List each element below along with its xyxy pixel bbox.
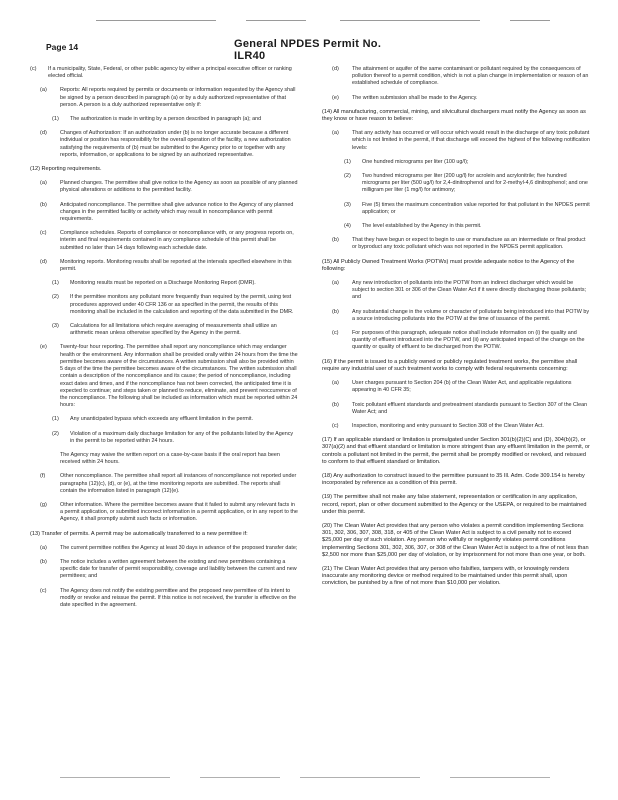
paragraph — [322, 423, 590, 430]
paragraph — [30, 416, 298, 423]
section-heading: (18) Any authorization to construct issued to the permittee pursuant to 35 Ill. Adm. Code 309.154 is hereby incorporated by reference as a condition of this permit. — [322, 472, 585, 487]
paragraph-text: Other noncompliance. The permittee shall report all instances of noncompliance not reported under paragraphs (12)(c), (d), or (e), at the time monitoring reports are submitted. The reports shall contain the information listed in paragraph (12)(e). — [60, 473, 297, 494]
paragraph — [30, 280, 298, 287]
paragraph-text: One hundred micrograms per liter (100 ug/l); — [362, 158, 469, 165]
paragraph — [322, 66, 590, 88]
paragraph-text: The level established by the Agency in this permit. — [362, 223, 482, 230]
paragraph — [322, 173, 590, 195]
paragraph — [30, 202, 298, 224]
paragraph — [30, 473, 298, 495]
paragraph-text: Two hundred micrograms per liter (200 ug/l) for acrolein and acrylonitrile; five hundred micrograms per liter (500 ug/l) for 2,4-dinitrophenol and for 2-methyl-4,6 dinitrophenol; and one milligram per liter (1 mg/l) for antimony; — [362, 173, 588, 194]
paragraph-text: Compliance schedules. Reports of compliance or noncompliance with, or any progress reports on, interim and final requirements contained in any compliance schedule of this permit shall be submitted no later than 14 days following each schedule date. — [60, 230, 294, 251]
paragraph-marker: (b) — [332, 237, 339, 244]
paragraph — [322, 380, 590, 394]
paragraph-text: Monitoring reports. Monitoring results shall be reported at the intervals specified elsewhere in this permit. — [60, 258, 292, 273]
paragraph — [30, 294, 298, 316]
scan-artifact-line — [300, 777, 420, 778]
paragraph-text: Five (5) times the maximum concentration value reported for that pollutant in the NPDES permit application; or — [362, 201, 590, 215]
paragraph-marker: (a) — [40, 544, 47, 551]
paragraph — [30, 559, 298, 581]
paragraph — [30, 87, 298, 109]
paragraph — [30, 180, 298, 194]
paragraph — [322, 402, 590, 416]
paragraph-marker: (f) — [40, 473, 46, 480]
paragraph-text: If the permittee monitors any pollutant more frequently than required by the permit, using test procedures approved under 40 CFR 136 or as specified in the permit, the results of this monitoring shall be included in the calculation and reporting of the data submitted in the DMR. — [70, 294, 294, 315]
paragraph-text: Any new introduction of pollutants into the POTW from an indirect discharger which would be subject to section 301 or 306 of the Clean Water Act if it were directly discharging those pollutants; and — [352, 280, 587, 301]
scan-artifact-line — [96, 20, 216, 21]
paragraph-text: The Agency does not notify the existing permittee and the proposed new permittee of its intent to modify or revoke and reissue the permit. If this notice is not received, the transfer is effective on the date specified in the agreement. — [60, 587, 297, 608]
paragraph-marker: (a) — [332, 280, 339, 287]
paragraph-marker: (g) — [40, 501, 47, 508]
scan-artifact-line — [340, 20, 480, 21]
paragraph-marker: (b) — [40, 201, 47, 208]
paragraph — [322, 95, 590, 102]
paragraph — [30, 502, 298, 524]
paragraph-text: If a municipality, State, Federal, or other public agency by either a principal executive officer or ranking elected official. — [48, 66, 292, 80]
paragraph-marker: (2) — [344, 173, 351, 180]
section-heading: (14) All manufacturing, commercial, mining, and silvicultural dischargers must notify the Agency as soon as they know or have reason to believe: — [322, 108, 586, 123]
scan-artifact-line — [510, 20, 550, 21]
paragraph-marker: (c) — [40, 587, 47, 594]
section-heading: (16) If the permit is issued to a publicly owned or publicly regulated treatment works, the permittee shall require any industrial user of such treatment works to comply with federal requirements concerning: — [322, 358, 578, 372]
section-heading: (15) All Publicly Owned Treatment Works (POTWs) must provide adequate notice to the Agency of the following: — [322, 258, 575, 272]
paragraph-marker: (e) — [332, 94, 339, 101]
paragraph-marker: (c) — [40, 230, 47, 237]
paragraph-marker: (3) — [344, 201, 351, 208]
paragraph — [322, 309, 590, 323]
paragraph-text: Reports: All reports required by permits or documents or information requested by the Agency shall be signed by a person described in paragraph (a) or by a duly authorized representative of that person. A person is a duly authorized representative only if: — [60, 87, 296, 108]
paragraph-marker: (4) — [344, 223, 351, 230]
paragraph — [30, 452, 298, 466]
paragraph-text: User charges pursuant to Section 204 (b) of the Clean Water Act, and applicable regulations appearing in 40 CFR 35; — [352, 380, 572, 394]
paragraph-text: Any substantial change in the volume or character of pollutants being introduced into that POTW by a source introducing pollutants into the POTW at the time of issuance of the permit. — [352, 308, 590, 322]
paragraph-text: Changes of Authorization: If an authorization under (b) is no longer accurate because a different individual or position has responsibility for the overall operation of the facility, a new authorization satisfying the requirements of (b) must be submitted to the Agency prior to or together with any reports, information, or applications to be signed by an authorized representative. — [60, 130, 291, 158]
section-heading: (12) Reporting requirements. — [30, 166, 102, 173]
paragraph-marker: (b) — [332, 401, 339, 408]
paragraph-text: Other information. Where the permittee becomes aware that it failed to submit any relevant facts in a permit application, or submitted incorrect information in a permit application, or in any report to the Agency, it shall promptly submit such facts or information. — [60, 501, 298, 523]
paragraph — [322, 330, 590, 352]
paragraph — [322, 237, 590, 251]
paragraph — [322, 202, 590, 216]
paragraph-text: Planned changes. The permittee shall give notice to the Agency as soon as possible of any planned physical alterations or additions to the permitted facility. — [60, 180, 298, 194]
paragraph-text: That any activity has occurred or will occur which would result in the discharge of any toxic pollutant which is not limited in the permit, if that discharge will exceed the highest of the following notification levels: — [352, 130, 590, 151]
paragraph-text: Violation of a maximum daily discharge limitation for any of the pollutants listed by the Agency in the permit to be reported within 24 hours. — [70, 430, 294, 444]
paragraph-text: Calculations for all limitations which require averaging of measurements shall utilize an arithmetic mean unless otherwise specified by the Agency in the permit. — [70, 323, 277, 337]
paragraph-marker: (c) — [30, 66, 37, 72]
paragraph-marker: (a) — [332, 130, 339, 137]
right-column — [322, 66, 590, 595]
paragraph-marker: (a) — [40, 87, 47, 94]
paragraph — [322, 130, 590, 152]
paragraph — [30, 588, 298, 610]
scan-artifact-line — [60, 777, 170, 778]
paragraph-text: Toxic pollutant effluent standards and pretreatment standards pursuant to Section 307 of the Clean Water Act; and — [352, 401, 588, 415]
paragraph-marker: (1) — [52, 416, 59, 423]
paragraph — [322, 223, 590, 230]
paragraph-text: Twenty-four hour reporting. The permittee shall report any noncompliance which may endanger health or the environment. Any information shall be provided orally within 24 hours from the time the permittee becomes aware of the circumstances. A written submission shall also be provided within 5 days of the time the permittee becomes aware of the circumstances. The written submission shall contain a description of the noncompliance and its cause; the period of noncompliance, including exact dates and times, and if the noncompliance has not been corrected, the anticipated time it is expected to continue; and steps taken or planned to reduce, eliminate, and prevent reoccurrence of the noncompliance. The following shall be included as information which must be reported within 24 hours: — [60, 344, 298, 409]
paragraph-text: Anticipated noncompliance. The permittee shall give advance notice to the Agency of any planned changes in the permitted facility or activity which may result in noncompliance with permit requirements. — [60, 201, 294, 223]
paragraph-marker: (a) — [332, 380, 339, 387]
paragraph-marker: (2) — [52, 294, 59, 301]
paragraph-text: Any unanticipated bypass which exceeds any effluent limitation in the permit. — [70, 416, 253, 423]
paragraph — [30, 130, 298, 159]
paragraph-marker: (e) — [40, 344, 47, 351]
paragraph-text: The written submission shall be made to the Agency. — [352, 94, 478, 101]
scan-artifact-line — [450, 777, 550, 778]
paragraph-text: For purposes of this paragraph, adequate notice shall include information on (i) the quality and quantity of effluent introduced into the POTW, and (ii) any anticipated impact of the change on the quantity or quality of effluent to be discharged from the POTW. — [352, 330, 585, 351]
scan-artifact-line — [246, 20, 306, 21]
paragraph — [322, 159, 590, 166]
paragraph-marker: (3) — [52, 323, 59, 330]
paragraph-text: The attainment or aquifer of the same contaminant or pollutant required by the consequences of pollution thereof to a permit condition, which is not a plan change in implementation or reason of an established schedule of compliance. — [352, 66, 589, 87]
paragraph-marker: (1) — [52, 280, 59, 287]
left-column — [30, 66, 298, 616]
section-heading: (21) The Clean Water Act provides that any person who falsifies, tampers with, or knowingly renders inaccurate any monitoring device or method required to be maintained under this permit shall, upon conviction, be punished by a fine of not more than $10,000 per violation. — [322, 565, 570, 587]
paragraph — [30, 259, 298, 273]
document-title: General NPDES Permit No. ILR40 — [234, 38, 382, 62]
paragraph-text: That they have begun or expect to begin to use or manufacture as an intermediate or final product or byproduct any toxic pollutant which was not reported in the NPDES permit application. — [352, 237, 586, 251]
paragraph-marker: (c) — [332, 330, 339, 337]
paragraph — [30, 323, 298, 337]
paragraph-marker: (1) — [344, 158, 351, 165]
paragraph-marker: (d) — [40, 130, 47, 137]
paragraph-marker: (2) — [52, 430, 59, 437]
paragraph-text: The authorization is made in writing by a person described in paragraph (a); and — [70, 116, 262, 123]
paragraph-text: The notice includes a written agreement between the existing and new permittees containing a specific date for transfer of permit responsibility, coverage and liability between the current and new permittees; and — [60, 558, 297, 580]
paragraph-text: The current permittee notifies the Agency at least 30 days in advance of the proposed transfer date; — [60, 544, 298, 551]
paragraph — [322, 280, 590, 302]
paragraph — [30, 344, 298, 409]
paragraph-text: The Agency may waive the written report on a case-by-case basis if the oral report has been received within 24 hours. — [60, 451, 280, 466]
paragraph-marker: (b) — [40, 558, 47, 565]
paragraph-marker: (d) — [332, 66, 339, 72]
paragraph-marker: (1) — [52, 116, 59, 123]
paragraph-marker: (c) — [332, 422, 339, 429]
section-heading: (17) If an applicable standard or limitation is promulgated under Section 301(b)(2)(C) and (D), 304(b)(2), or 307(a)(2) and that effluent standard or limitation is more stringent than any effluent limitation in the permit, or controls a pollutant not limited in the permit, the permit shall be promptly modified or revoked, and reissued to conform to that effluent standard or limitation. — [322, 437, 590, 465]
paragraph-marker: (b) — [332, 308, 339, 315]
paragraph — [30, 230, 298, 252]
section-heading: (13) Transfer of permits. A permit may be automatically transferred to a new permittee if: — [30, 530, 248, 537]
page-number: Page 14 — [46, 42, 79, 52]
paragraph — [30, 66, 298, 80]
section-heading: (19) The permittee shall not make any false statement, representation or certification in any application, record, report, plan or other document submitted to the Agency or the USEPA, or required to be maintained under this permit. — [322, 494, 587, 515]
section-heading: (20) The Clean Water Act provides that any person who violates a permit condition implementing Sections 301, 302, 306, 307, 308, 318, or 405 of the Clean Water Act is subject to a civil penalty not to exceed $25,000 per day of such violation. Any person who willfully or negligently violates permit conditions implementing Sections 301, 302, 306, 307, or 308 of the Clean Water Act is subject to a fine of not less than $2,500 nor more than $25,000 per day of violation, or by imprisonment for not more than one year, or both. — [322, 522, 589, 558]
paragraph-text: Monitoring results must be reported on a Discharge Monitoring Report (DMR). — [70, 280, 256, 287]
paragraph-marker: (a) — [40, 180, 47, 187]
page-header — [46, 38, 400, 62]
paragraph-text: Inspection, monitoring and entry pursuant to Section 308 of the Clean Water Act. — [352, 422, 544, 429]
paragraph — [30, 431, 298, 445]
paragraph-marker: (d) — [40, 258, 47, 265]
paragraph — [30, 545, 298, 552]
paragraph — [30, 116, 298, 123]
scan-artifact-line — [200, 777, 280, 778]
